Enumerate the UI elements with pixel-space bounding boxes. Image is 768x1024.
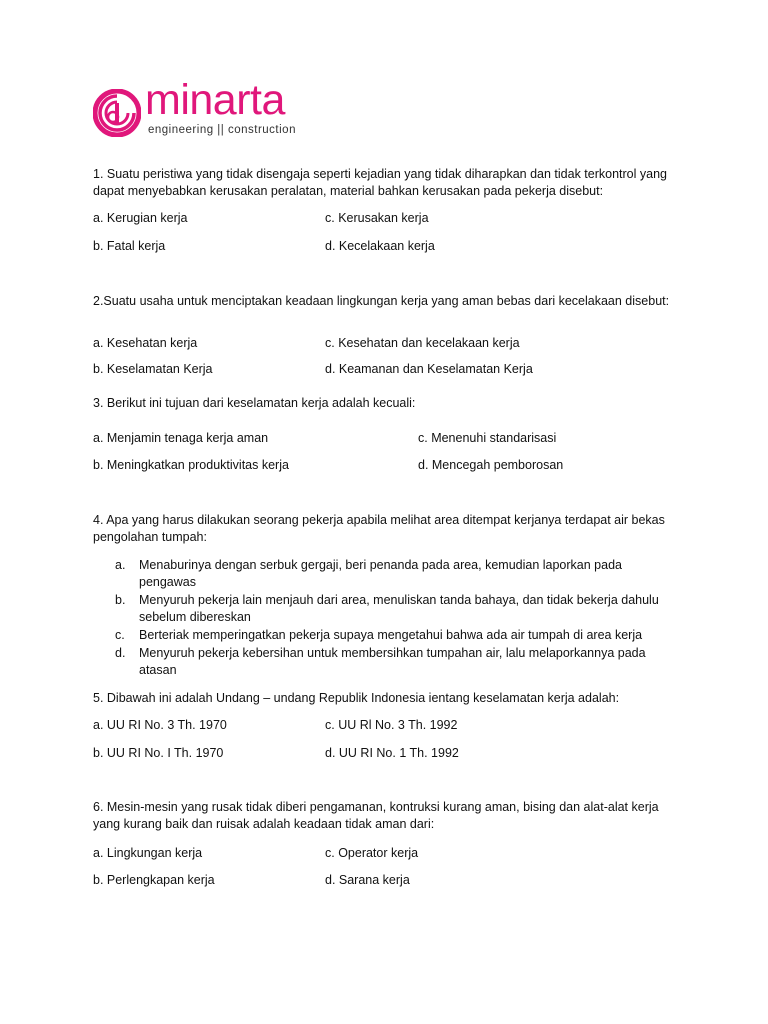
question-5-option-a: a. UU RI No. 3 Th. 1970 xyxy=(93,718,227,732)
question-2-text: 2.Suatu usaha untuk menciptakan keadaan lingkungan kerja yang aman bebas dari kecelakaan disebut: xyxy=(93,294,670,308)
question-3-option-a: a. Menjamin tenaga kerja aman xyxy=(93,431,269,445)
question-4-item-a: Menaburinya dengan serbuk gergaji, beri penanda pada area, kemudian laporkan pada pengawas xyxy=(139,558,622,589)
question-4-item-d: Menyuruh pekerja kebersihan untuk membersihkan tumpahan air, lalu melaporkannya pada atasan xyxy=(139,646,646,677)
question-1-option-c: c. Kerusakan kerja xyxy=(325,211,429,225)
question-3-option-c: c. Menenuhi standarisasi xyxy=(418,431,557,445)
logo-wordmark: minarta xyxy=(145,76,285,124)
question-2-option-c: c. Kesehatan dan kecelakaan kerja xyxy=(325,336,520,350)
question-6-option-a: a. Lingkungan kerja xyxy=(93,846,203,860)
question-4-item-b: Menyuruh pekerja lain menjauh dari area, menuliskan tanda bahaya, dan tidak bekerja dahulu sebelum dibereskan xyxy=(139,593,659,624)
question-2-option-b: b. Keselamatan Kerja xyxy=(93,362,213,376)
question-4-item-b-mark: b. xyxy=(115,593,126,607)
question-5-option-b: b. UU RI No. I Th. 1970 xyxy=(93,746,224,760)
question-4-text: 4. Apa yang harus dilakukan seorang pekerja apabila melihat area ditempat kerjanya terdapat air bekas pengolahan tumpah: xyxy=(93,513,665,544)
question-4-item-c-mark: c. xyxy=(115,628,125,642)
question-4-item-a-mark: a. xyxy=(115,558,126,572)
logo-tagline: engineering || construction xyxy=(148,124,296,136)
question-1-option-b: b. Fatal kerja xyxy=(93,239,166,253)
question-1-option-a: a. Kerugian kerja xyxy=(93,211,188,225)
question-6-option-b: b. Perlengkapan kerja xyxy=(93,873,215,887)
question-6-option-c: c. Operator kerja xyxy=(325,846,419,860)
question-5-option-c: c. UU Rl No. 3 Th. 1992 xyxy=(325,718,458,732)
question-2-option-a: a. Kesehatan kerja xyxy=(93,336,198,350)
question-1-option-d: d. Kecelakaan kerja xyxy=(325,239,435,253)
question-4-item-d-mark: d. xyxy=(115,646,126,660)
company-logo xyxy=(93,76,343,141)
question-6-text: 6. Mesin-mesin yang rusak tidak diberi pengamanan, kontruksi kurang aman, bising dan alat-alat kerja yang kurang baik dan ruisak adalah keadaan tidak aman dari: xyxy=(93,800,659,831)
question-1-text: 1. Suatu peristiwa yang tidak disengaja seperti kejadian yang tidak diharapkan dan tidak terkontrol yang dapat menyebabkan kerusakan peralatan, material bahkan kerusakan pada pekerja disebut: xyxy=(93,167,667,198)
question-3-option-d: d. Mencegah pemborosan xyxy=(418,458,564,472)
question-6-option-d: d. Sarana kerja xyxy=(325,873,410,887)
question-3-option-b: b. Meningkatkan produktivitas kerja xyxy=(93,458,289,472)
question-5-text: 5. Dibawah ini adalah Undang – undang Republik Indonesia ientang keselamatan kerja adalah: xyxy=(93,691,620,705)
question-4-item-c: Berteriak memperingatkan pekerja supaya mengetahui bahwa ada air tumpah di area kerja xyxy=(139,628,643,642)
question-5-option-d: d. UU RI No. 1 Th. 1992 xyxy=(325,746,459,760)
question-2-option-d: d. Keamanan dan Keselamatan Kerja xyxy=(325,362,533,376)
minarta-logo-icon xyxy=(93,89,141,137)
question-3-text: 3. Berikut ini tujuan dari keselamatan kerja adalah kecuali: xyxy=(93,396,416,410)
